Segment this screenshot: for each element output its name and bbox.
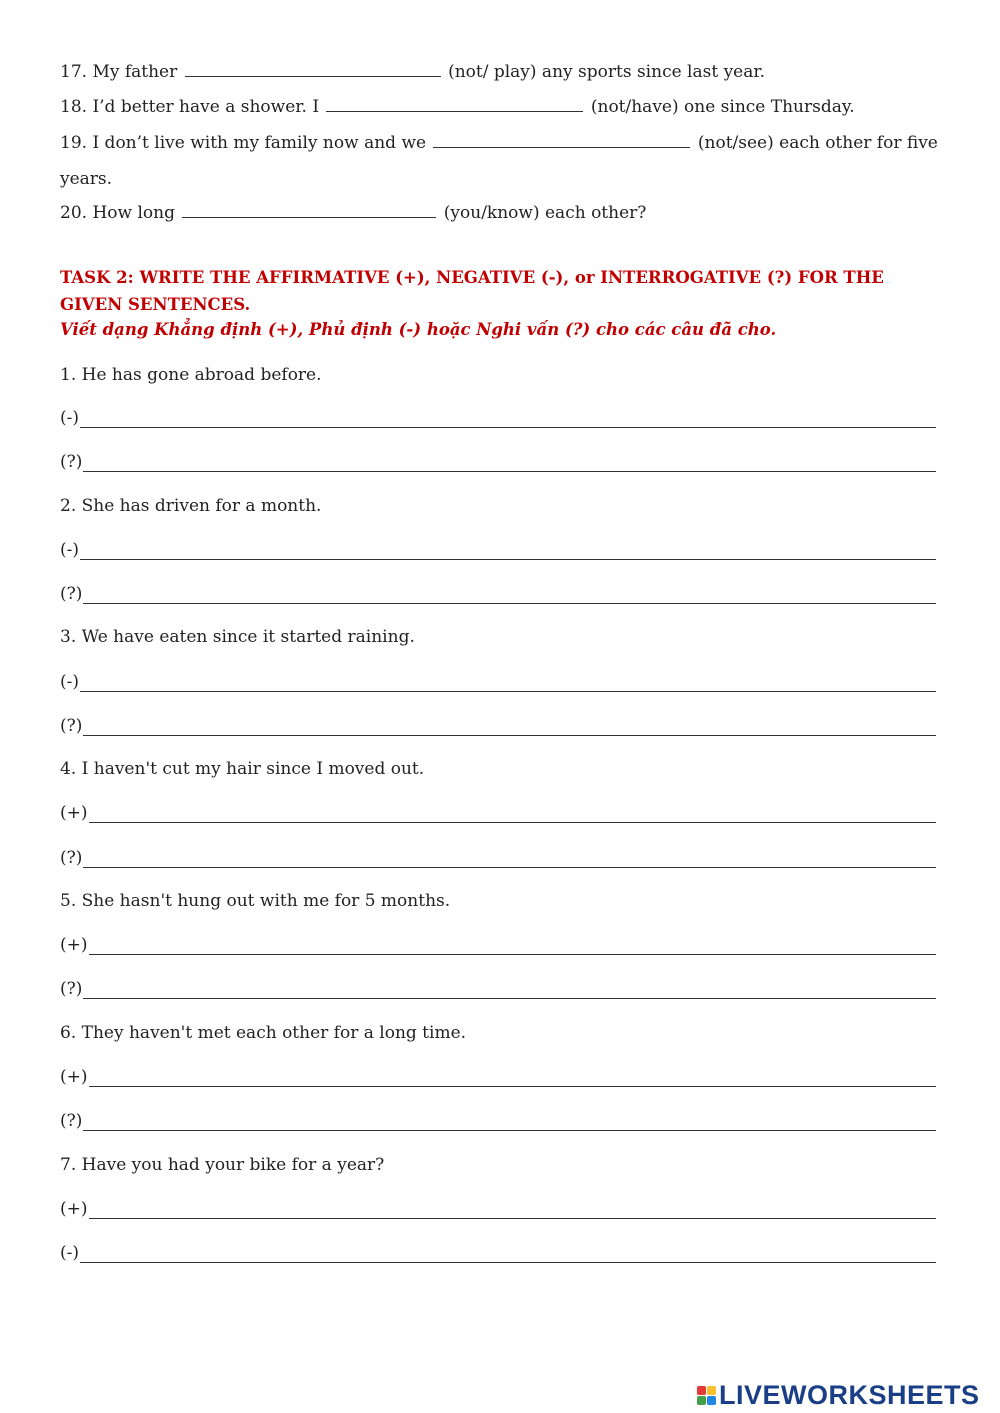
answer-marker: (-) bbox=[60, 408, 80, 428]
item-19-suffix: (not/see) each other for five bbox=[697, 133, 938, 153]
item-17-prefix: 17. My father bbox=[60, 62, 178, 82]
answer-row bbox=[60, 716, 936, 736]
answer-marker: (-) bbox=[60, 1243, 80, 1263]
question-1: 1. He has gone abroad before. bbox=[60, 365, 322, 385]
liveworksheets-logo[interactable] bbox=[697, 1380, 980, 1411]
answer-row bbox=[60, 1111, 936, 1131]
answer-row bbox=[60, 1199, 936, 1219]
answer-marker: (+) bbox=[60, 935, 88, 955]
answer-row bbox=[60, 584, 936, 604]
answer-row bbox=[60, 979, 936, 999]
answer-marker: (-) bbox=[60, 540, 80, 560]
question-4: 4. I haven't cut my hair since I moved out. bbox=[60, 759, 425, 779]
item-20-suffix: (you/know) each other? bbox=[443, 203, 647, 223]
answer-input[interactable] bbox=[83, 587, 936, 604]
logo-tile-red bbox=[697, 1386, 706, 1395]
item-19-continuation: years. bbox=[60, 169, 113, 189]
logo-tile-yellow bbox=[707, 1386, 716, 1395]
question-3: 3. We have eaten since it started raining. bbox=[60, 627, 415, 647]
answer-input[interactable] bbox=[83, 719, 936, 736]
logo-tiles-icon bbox=[697, 1386, 716, 1405]
answer-input[interactable] bbox=[83, 455, 936, 472]
item-18-suffix: (not/have) one since Thursday. bbox=[590, 97, 855, 117]
item-19-prefix: 19. I don’t live with my family now and we bbox=[60, 133, 427, 153]
answer-row bbox=[60, 452, 936, 472]
answer-input[interactable] bbox=[80, 411, 936, 428]
item-18-blank[interactable] bbox=[326, 97, 583, 112]
answer-input[interactable] bbox=[89, 938, 936, 955]
answer-marker: (?) bbox=[60, 979, 83, 999]
item-17-blank[interactable] bbox=[185, 62, 441, 77]
item-20-prefix: 20. How long bbox=[60, 203, 175, 223]
answer-row bbox=[60, 672, 936, 692]
answer-input[interactable] bbox=[80, 675, 936, 692]
item-19-blank[interactable] bbox=[433, 133, 690, 148]
answer-marker: (?) bbox=[60, 716, 83, 736]
item-20-blank[interactable] bbox=[182, 203, 436, 218]
task1-item-19 bbox=[60, 133, 938, 153]
answer-row bbox=[60, 803, 936, 823]
task1-item-18 bbox=[60, 97, 855, 117]
answer-marker: (?) bbox=[60, 584, 83, 604]
question-7: 7. Have you had your bike for a year? bbox=[60, 1155, 385, 1175]
answer-marker: (?) bbox=[60, 1111, 83, 1131]
answer-input[interactable] bbox=[89, 1070, 936, 1087]
answer-input[interactable] bbox=[89, 806, 936, 823]
question-5: 5. She hasn't hung out with me for 5 months. bbox=[60, 891, 451, 911]
task2-title: TASK 2: WRITE THE AFFIRMATIVE (+), NEGATIVE (-), or INTERROGATIVE (?) FOR THE GIVEN SENTENCES. bbox=[60, 268, 884, 314]
answer-row bbox=[60, 540, 936, 560]
answer-row bbox=[60, 1067, 936, 1087]
question-2: 2. She has driven for a month. bbox=[60, 496, 322, 516]
answer-row bbox=[60, 848, 936, 868]
item-17-suffix: (not/ play) any sports since last year. bbox=[448, 62, 766, 82]
logo-tile-blue bbox=[707, 1396, 716, 1405]
answer-marker: (+) bbox=[60, 1067, 88, 1087]
answer-input[interactable] bbox=[83, 982, 936, 999]
answer-marker: (-) bbox=[60, 672, 80, 692]
answer-input[interactable] bbox=[80, 1246, 936, 1263]
answer-row bbox=[60, 408, 936, 428]
task2-subtitle: Viết dạng Khẳng định (+), Phủ định (-) hoặc Nghi vấn (?) cho các câu đã cho. bbox=[60, 320, 777, 339]
task1-item-20 bbox=[60, 203, 646, 223]
answer-marker: (+) bbox=[60, 803, 88, 823]
answer-input[interactable] bbox=[83, 851, 936, 868]
answer-row bbox=[60, 935, 936, 955]
task1-item-17 bbox=[60, 62, 765, 82]
answer-marker: (?) bbox=[60, 848, 83, 868]
answer-input[interactable] bbox=[83, 1114, 936, 1131]
question-6: 6. They haven't met each other for a long time. bbox=[60, 1023, 467, 1043]
answer-input[interactable] bbox=[80, 543, 936, 560]
item-18-prefix: 18. I’d better have a shower. I bbox=[60, 97, 320, 117]
answer-marker: (?) bbox=[60, 452, 83, 472]
answer-input[interactable] bbox=[89, 1202, 936, 1219]
answer-marker: (+) bbox=[60, 1199, 88, 1219]
logo-tile-green bbox=[697, 1396, 706, 1405]
logo-text: LIVEWORKSHEETS bbox=[719, 1380, 980, 1410]
answer-row bbox=[60, 1243, 936, 1263]
